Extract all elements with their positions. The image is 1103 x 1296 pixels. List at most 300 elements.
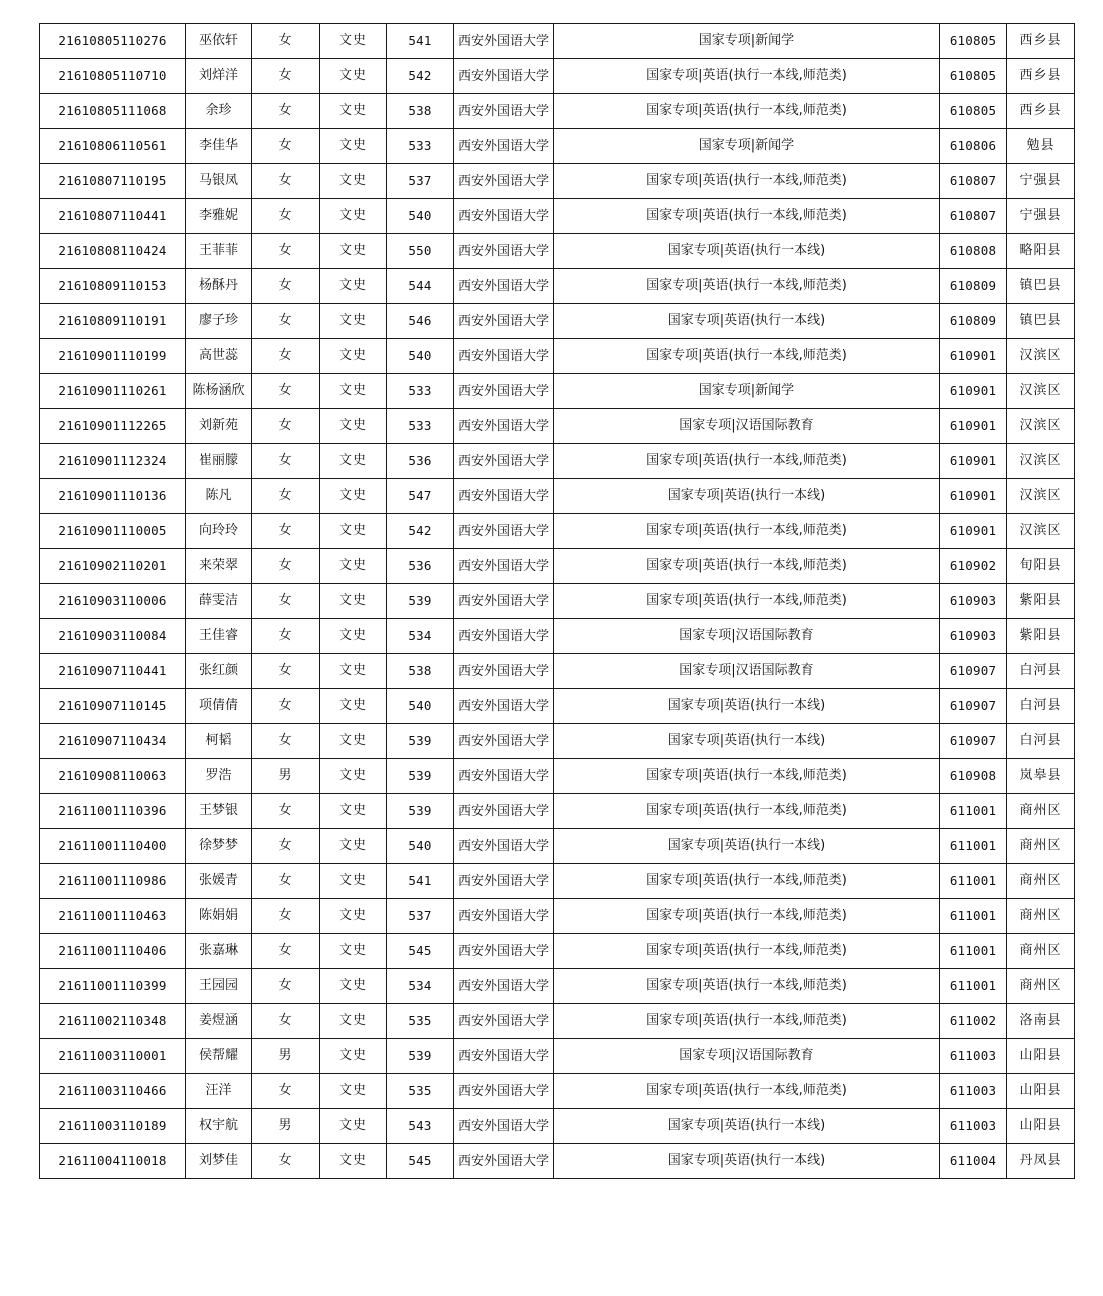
gender-cell: 女 [252,409,320,444]
school-name-cell: 西安外国语大学 [454,409,554,444]
table-row [40,269,1075,304]
school-name-cell: 西安外国语大学 [454,1144,554,1179]
subject-category-cell: 文史 [320,829,387,864]
county-cell: 白河县 [1007,724,1075,759]
table-row [40,164,1075,199]
school-name-cell: 西安外国语大学 [454,864,554,899]
score-cell: 536 [387,444,454,479]
county-cell: 商州区 [1007,794,1075,829]
subject-category-cell: 文史 [320,339,387,374]
candidate-id-cell: 21610902110201 [40,549,186,584]
major-cell: 国家专项|英语(执行一本线,师范类) [554,339,940,374]
gender-cell: 女 [252,549,320,584]
candidate-id-cell: 21610901110005 [40,514,186,549]
region-code-cell: 610809 [940,304,1007,339]
score-cell: 539 [387,584,454,619]
candidate-id-cell: 21611001110463 [40,899,186,934]
county-cell: 商州区 [1007,864,1075,899]
gender-cell: 男 [252,1039,320,1074]
county-cell: 宁强县 [1007,164,1075,199]
gender-cell: 女 [252,164,320,199]
table-row [40,794,1075,829]
gender-cell: 女 [252,654,320,689]
subject-category-cell: 文史 [320,654,387,689]
gender-cell: 女 [252,24,320,59]
admission-table [39,23,1075,1179]
major-cell: 国家专项|汉语国际教育 [554,409,940,444]
subject-category-cell: 文史 [320,864,387,899]
region-code-cell: 611001 [940,934,1007,969]
school-name-cell: 西安外国语大学 [454,934,554,969]
table-row [40,479,1075,514]
subject-category-cell: 文史 [320,969,387,1004]
school-name-cell: 西安外国语大学 [454,829,554,864]
school-name-cell: 西安外国语大学 [454,1109,554,1144]
school-name-cell: 西安外国语大学 [454,129,554,164]
student-name-cell: 王佳睿 [186,619,252,654]
major-cell: 国家专项|英语(执行一本线,师范类) [554,584,940,619]
school-name-cell: 西安外国语大学 [454,94,554,129]
subject-category-cell: 文史 [320,584,387,619]
subject-category-cell: 文史 [320,689,387,724]
region-code-cell: 611003 [940,1109,1007,1144]
major-cell: 国家专项|英语(执行一本线,师范类) [554,94,940,129]
score-cell: 542 [387,59,454,94]
county-cell: 岚皋县 [1007,759,1075,794]
region-code-cell: 610901 [940,444,1007,479]
score-cell: 536 [387,549,454,584]
student-name-cell: 侯帮耀 [186,1039,252,1074]
subject-category-cell: 文史 [320,234,387,269]
candidate-id-cell: 21610901110261 [40,374,186,409]
score-cell: 539 [387,724,454,759]
major-cell: 国家专项|汉语国际教育 [554,1039,940,1074]
region-code-cell: 610805 [940,24,1007,59]
county-cell: 汉滨区 [1007,479,1075,514]
candidate-id-cell: 21610901112265 [40,409,186,444]
student-name-cell: 余珍 [186,94,252,129]
candidate-id-cell: 21610907110434 [40,724,186,759]
table-row [40,444,1075,479]
region-code-cell: 610901 [940,339,1007,374]
school-name-cell: 西安外国语大学 [454,164,554,199]
student-name-cell: 陈娟娟 [186,899,252,934]
major-cell: 国家专项|英语(执行一本线,师范类) [554,164,940,199]
admission-list-page [39,23,1074,1179]
candidate-id-cell: 21610805111068 [40,94,186,129]
score-cell: 547 [387,479,454,514]
table-row [40,934,1075,969]
gender-cell: 女 [252,199,320,234]
student-name-cell: 高世蕊 [186,339,252,374]
student-name-cell: 廖子珍 [186,304,252,339]
subject-category-cell: 文史 [320,269,387,304]
region-code-cell: 610907 [940,689,1007,724]
school-name-cell: 西安外国语大学 [454,444,554,479]
candidate-id-cell: 21611003110189 [40,1109,186,1144]
subject-category-cell: 文史 [320,24,387,59]
county-cell: 汉滨区 [1007,339,1075,374]
subject-category-cell: 文史 [320,1004,387,1039]
student-name-cell: 巫依轩 [186,24,252,59]
score-cell: 541 [387,24,454,59]
major-cell: 国家专项|英语(执行一本线,师范类) [554,969,940,1004]
gender-cell: 女 [252,899,320,934]
subject-category-cell: 文史 [320,94,387,129]
table-row [40,864,1075,899]
region-code-cell: 611002 [940,1004,1007,1039]
subject-category-cell: 文史 [320,1039,387,1074]
region-code-cell: 610807 [940,164,1007,199]
score-cell: 540 [387,829,454,864]
table-row [40,199,1075,234]
region-code-cell: 611001 [940,899,1007,934]
student-name-cell: 王园园 [186,969,252,1004]
county-cell: 镇巴县 [1007,269,1075,304]
subject-category-cell: 文史 [320,759,387,794]
region-code-cell: 610808 [940,234,1007,269]
table-row [40,1074,1075,1109]
score-cell: 538 [387,654,454,689]
candidate-id-cell: 21610901110199 [40,339,186,374]
region-code-cell: 610901 [940,514,1007,549]
score-cell: 534 [387,619,454,654]
county-cell: 镇巴县 [1007,304,1075,339]
score-cell: 538 [387,94,454,129]
major-cell: 国家专项|新闻学 [554,24,940,59]
gender-cell: 女 [252,59,320,94]
score-cell: 545 [387,1144,454,1179]
table-row [40,409,1075,444]
gender-cell: 女 [252,444,320,479]
gender-cell: 女 [252,794,320,829]
major-cell: 国家专项|英语(执行一本线) [554,234,940,269]
major-cell: 国家专项|英语(执行一本线) [554,689,940,724]
region-code-cell: 610901 [940,374,1007,409]
candidate-id-cell: 21610809110153 [40,269,186,304]
candidate-id-cell: 21610807110195 [40,164,186,199]
student-name-cell: 薛雯洁 [186,584,252,619]
candidate-id-cell: 21610901110136 [40,479,186,514]
county-cell: 汉滨区 [1007,514,1075,549]
table-row [40,1004,1075,1039]
score-cell: 533 [387,409,454,444]
school-name-cell: 西安外国语大学 [454,899,554,934]
major-cell: 国家专项|英语(执行一本线,师范类) [554,934,940,969]
candidate-id-cell: 21610806110561 [40,129,186,164]
score-cell: 545 [387,934,454,969]
subject-category-cell: 文史 [320,164,387,199]
county-cell: 洛南县 [1007,1004,1075,1039]
county-cell: 商州区 [1007,934,1075,969]
gender-cell: 女 [252,934,320,969]
score-cell: 537 [387,899,454,934]
candidate-id-cell: 21611001110986 [40,864,186,899]
gender-cell: 女 [252,969,320,1004]
major-cell: 国家专项|英语(执行一本线) [554,1109,940,1144]
gender-cell: 女 [252,724,320,759]
subject-category-cell: 文史 [320,514,387,549]
major-cell: 国家专项|英语(执行一本线) [554,829,940,864]
table-row [40,759,1075,794]
subject-category-cell: 文史 [320,1074,387,1109]
school-name-cell: 西安外国语大学 [454,794,554,829]
table-row [40,689,1075,724]
score-cell: 541 [387,864,454,899]
school-name-cell: 西安外国语大学 [454,689,554,724]
subject-category-cell: 文史 [320,444,387,479]
score-cell: 535 [387,1004,454,1039]
student-name-cell: 张嘉琳 [186,934,252,969]
student-name-cell: 崔丽朦 [186,444,252,479]
school-name-cell: 西安外国语大学 [454,584,554,619]
score-cell: 533 [387,129,454,164]
student-name-cell: 权宇航 [186,1109,252,1144]
subject-category-cell: 文史 [320,1144,387,1179]
student-name-cell: 罗浩 [186,759,252,794]
major-cell: 国家专项|英语(执行一本线) [554,724,940,759]
student-name-cell: 王菲菲 [186,234,252,269]
region-code-cell: 611001 [940,829,1007,864]
region-code-cell: 611001 [940,864,1007,899]
table-row [40,24,1075,59]
gender-cell: 女 [252,1004,320,1039]
candidate-id-cell: 21611003110001 [40,1039,186,1074]
school-name-cell: 西安外国语大学 [454,969,554,1004]
major-cell: 国家专项|英语(执行一本线,师范类) [554,199,940,234]
student-name-cell: 来荣翠 [186,549,252,584]
school-name-cell: 西安外国语大学 [454,619,554,654]
student-name-cell: 汪洋 [186,1074,252,1109]
region-code-cell: 611004 [940,1144,1007,1179]
score-cell: 539 [387,759,454,794]
table-row [40,1039,1075,1074]
gender-cell: 女 [252,304,320,339]
student-name-cell: 刘新苑 [186,409,252,444]
candidate-id-cell: 21610807110441 [40,199,186,234]
candidate-id-cell: 21610808110424 [40,234,186,269]
table-row [40,339,1075,374]
region-code-cell: 610901 [940,479,1007,514]
school-name-cell: 西安外国语大学 [454,1074,554,1109]
region-code-cell: 610806 [940,129,1007,164]
student-name-cell: 徐梦梦 [186,829,252,864]
subject-category-cell: 文史 [320,724,387,759]
gender-cell: 女 [252,864,320,899]
gender-cell: 女 [252,584,320,619]
score-cell: 534 [387,969,454,1004]
score-cell: 539 [387,1039,454,1074]
subject-category-cell: 文史 [320,899,387,934]
gender-cell: 女 [252,829,320,864]
major-cell: 国家专项|英语(执行一本线,师范类) [554,514,940,549]
gender-cell: 女 [252,374,320,409]
county-cell: 山阳县 [1007,1074,1075,1109]
student-name-cell: 刘梦佳 [186,1144,252,1179]
candidate-id-cell: 21611001110399 [40,969,186,1004]
county-cell: 略阳县 [1007,234,1075,269]
table-row [40,1109,1075,1144]
student-name-cell: 陈杨涵欣 [186,374,252,409]
major-cell: 国家专项|英语(执行一本线,师范类) [554,1074,940,1109]
gender-cell: 女 [252,339,320,374]
school-name-cell: 西安外国语大学 [454,514,554,549]
major-cell: 国家专项|英语(执行一本线,师范类) [554,794,940,829]
table-row [40,59,1075,94]
candidate-id-cell: 21610903110006 [40,584,186,619]
major-cell: 国家专项|英语(执行一本线,师范类) [554,1004,940,1039]
subject-category-cell: 文史 [320,794,387,829]
student-name-cell: 项倩倩 [186,689,252,724]
candidate-id-cell: 21610901112324 [40,444,186,479]
student-name-cell: 杨酥丹 [186,269,252,304]
table-row [40,1144,1075,1179]
student-name-cell: 李佳华 [186,129,252,164]
region-code-cell: 610907 [940,654,1007,689]
region-code-cell: 611001 [940,794,1007,829]
candidate-id-cell: 21610907110441 [40,654,186,689]
candidate-id-cell: 21610903110084 [40,619,186,654]
subject-category-cell: 文史 [320,479,387,514]
score-cell: 533 [387,374,454,409]
score-cell: 540 [387,199,454,234]
subject-category-cell: 文史 [320,304,387,339]
county-cell: 紫阳县 [1007,584,1075,619]
region-code-cell: 610809 [940,269,1007,304]
table-row [40,304,1075,339]
table-row [40,549,1075,584]
table-body [40,24,1075,1179]
major-cell: 国家专项|英语(执行一本线,师范类) [554,59,940,94]
school-name-cell: 西安外国语大学 [454,759,554,794]
table-row [40,724,1075,759]
school-name-cell: 西安外国语大学 [454,549,554,584]
region-code-cell: 610902 [940,549,1007,584]
county-cell: 紫阳县 [1007,619,1075,654]
subject-category-cell: 文史 [320,619,387,654]
subject-category-cell: 文史 [320,129,387,164]
county-cell: 汉滨区 [1007,409,1075,444]
major-cell: 国家专项|英语(执行一本线,师范类) [554,549,940,584]
score-cell: 535 [387,1074,454,1109]
table-row [40,619,1075,654]
school-name-cell: 西安外国语大学 [454,59,554,94]
candidate-id-cell: 21611004110018 [40,1144,186,1179]
major-cell: 国家专项|英语(执行一本线,师范类) [554,899,940,934]
student-name-cell: 张媛青 [186,864,252,899]
subject-category-cell: 文史 [320,374,387,409]
county-cell: 山阳县 [1007,1039,1075,1074]
region-code-cell: 610805 [940,94,1007,129]
region-code-cell: 610901 [940,409,1007,444]
major-cell: 国家专项|英语(执行一本线) [554,479,940,514]
candidate-id-cell: 21611003110466 [40,1074,186,1109]
student-name-cell: 马银凤 [186,164,252,199]
major-cell: 国家专项|英语(执行一本线) [554,1144,940,1179]
county-cell: 西乡县 [1007,24,1075,59]
subject-category-cell: 文史 [320,409,387,444]
gender-cell: 女 [252,619,320,654]
county-cell: 商州区 [1007,829,1075,864]
school-name-cell: 西安外国语大学 [454,374,554,409]
gender-cell: 女 [252,269,320,304]
table-row [40,969,1075,1004]
score-cell: 543 [387,1109,454,1144]
student-name-cell: 李雅妮 [186,199,252,234]
county-cell: 勉县 [1007,129,1075,164]
student-name-cell: 刘烊洋 [186,59,252,94]
county-cell: 商州区 [1007,899,1075,934]
candidate-id-cell: 21611001110406 [40,934,186,969]
table-row [40,899,1075,934]
student-name-cell: 向玲玲 [186,514,252,549]
gender-cell: 女 [252,129,320,164]
county-cell: 山阳县 [1007,1109,1075,1144]
gender-cell: 女 [252,1074,320,1109]
table-row [40,94,1075,129]
school-name-cell: 西安外国语大学 [454,654,554,689]
table-row [40,514,1075,549]
candidate-id-cell: 21610805110710 [40,59,186,94]
score-cell: 544 [387,269,454,304]
subject-category-cell: 文史 [320,1109,387,1144]
region-code-cell: 611003 [940,1039,1007,1074]
table-row [40,129,1075,164]
school-name-cell: 西安外国语大学 [454,479,554,514]
major-cell: 国家专项|英语(执行一本线,师范类) [554,864,940,899]
score-cell: 537 [387,164,454,199]
score-cell: 542 [387,514,454,549]
region-code-cell: 611003 [940,1074,1007,1109]
score-cell: 546 [387,304,454,339]
county-cell: 丹凤县 [1007,1144,1075,1179]
table-row [40,654,1075,689]
major-cell: 国家专项|英语(执行一本线,师范类) [554,759,940,794]
score-cell: 540 [387,339,454,374]
gender-cell: 女 [252,514,320,549]
gender-cell: 女 [252,689,320,724]
major-cell: 国家专项|新闻学 [554,374,940,409]
county-cell: 汉滨区 [1007,374,1075,409]
county-cell: 汉滨区 [1007,444,1075,479]
student-name-cell: 张红颜 [186,654,252,689]
school-name-cell: 西安外国语大学 [454,269,554,304]
candidate-id-cell: 21610809110191 [40,304,186,339]
region-code-cell: 610903 [940,619,1007,654]
region-code-cell: 610807 [940,199,1007,234]
student-name-cell: 陈凡 [186,479,252,514]
county-cell: 西乡县 [1007,94,1075,129]
school-name-cell: 西安外国语大学 [454,339,554,374]
major-cell: 国家专项|汉语国际教育 [554,654,940,689]
gender-cell: 女 [252,94,320,129]
school-name-cell: 西安外国语大学 [454,1039,554,1074]
region-code-cell: 610903 [940,584,1007,619]
region-code-cell: 610907 [940,724,1007,759]
student-name-cell: 柯韬 [186,724,252,759]
subject-category-cell: 文史 [320,59,387,94]
major-cell: 国家专项|英语(执行一本线,师范类) [554,444,940,479]
school-name-cell: 西安外国语大学 [454,724,554,759]
school-name-cell: 西安外国语大学 [454,304,554,339]
region-code-cell: 610908 [940,759,1007,794]
candidate-id-cell: 21610908110063 [40,759,186,794]
gender-cell: 女 [252,479,320,514]
candidate-id-cell: 21611002110348 [40,1004,186,1039]
county-cell: 西乡县 [1007,59,1075,94]
school-name-cell: 西安外国语大学 [454,24,554,59]
student-name-cell: 王梦银 [186,794,252,829]
